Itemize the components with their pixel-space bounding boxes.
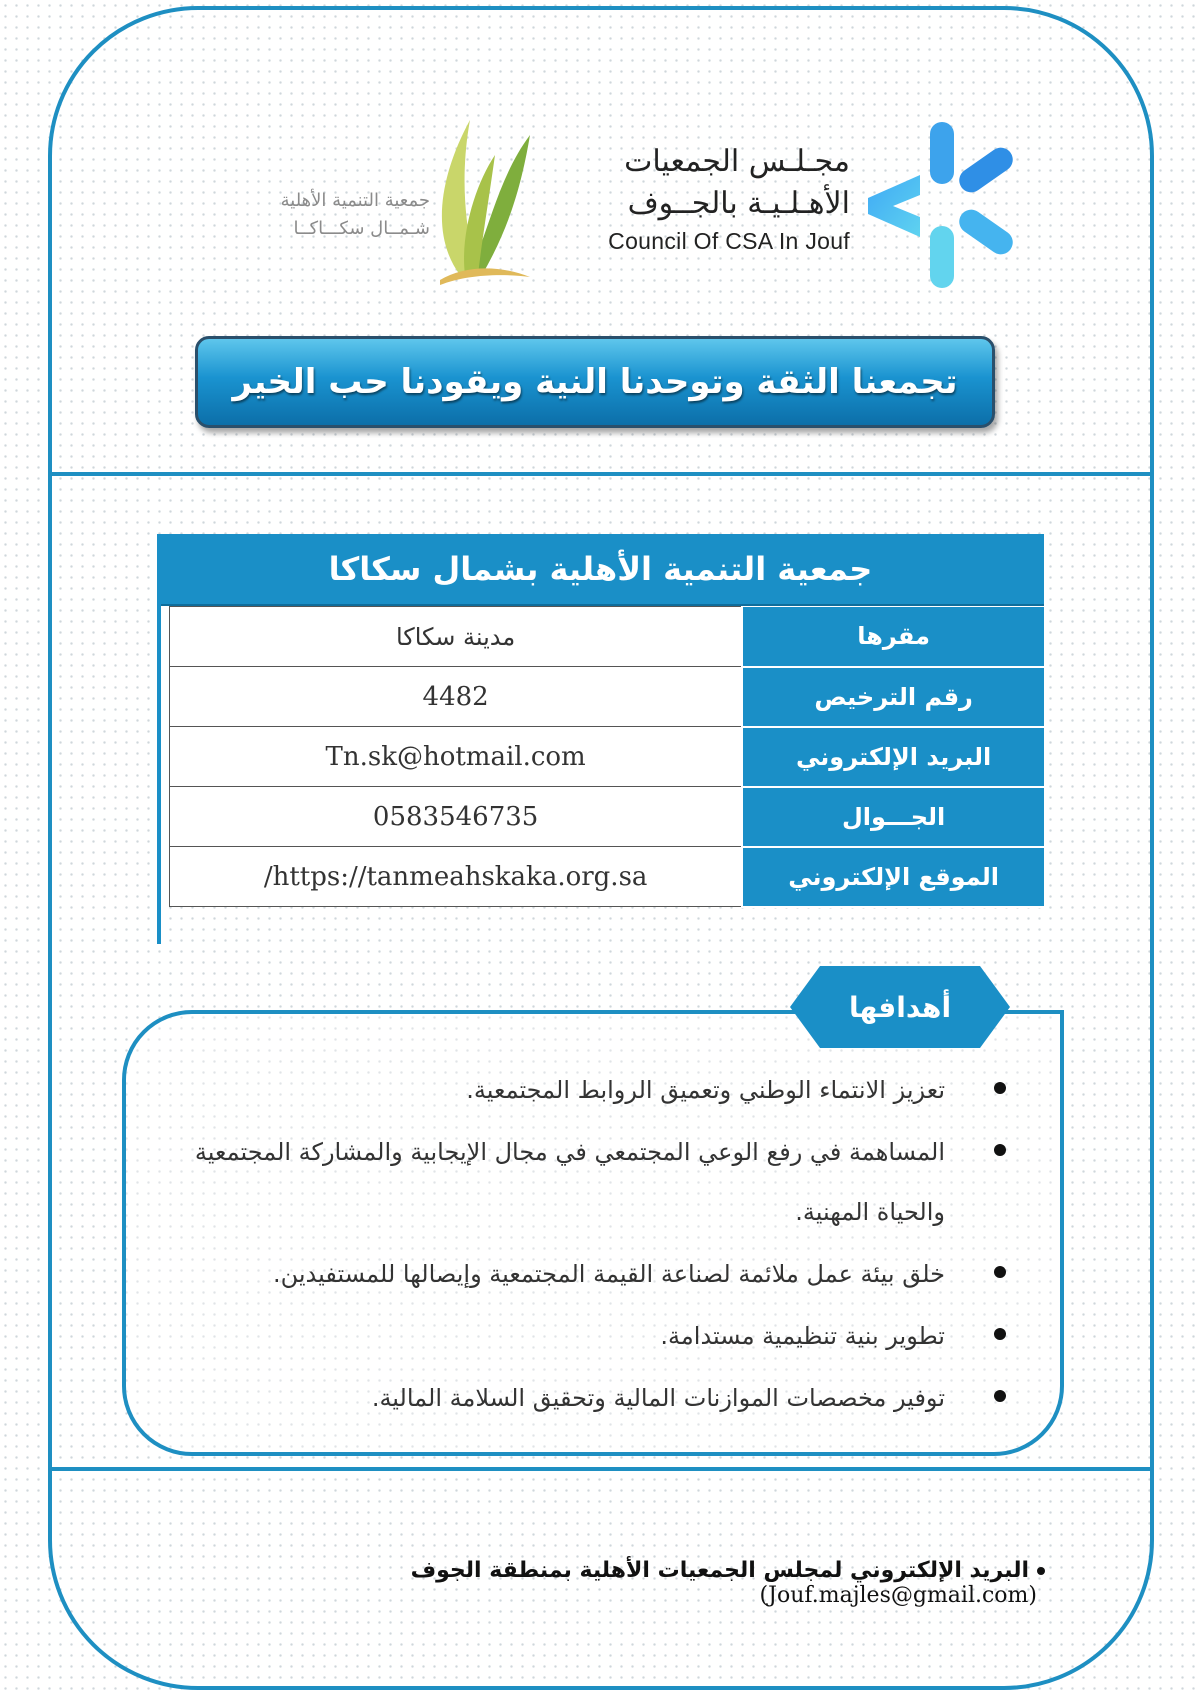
council-name-ar-line2: الأهـلـيـة بالجــوف	[627, 186, 850, 221]
society-name-line2: شـمــال سكـــاكــا	[293, 218, 430, 239]
goals-title: أهدافها	[848, 990, 952, 1024]
info-table	[169, 606, 1044, 908]
goal-text: تطوير بنية تنظيمية مستدامة.	[660, 1322, 945, 1350]
society-logo	[220, 115, 540, 285]
slogan-text: تجمعنا الثقة وتوحدنا النية ويقودنا حب الخير	[232, 362, 958, 402]
info-value-website[interactable]: /https://tanmeahskaka.org.sa	[170, 847, 743, 907]
info-value-headquarters: مدينة سكاكا	[170, 607, 743, 667]
council-logo	[588, 120, 1028, 290]
list-item	[170, 1060, 1030, 1120]
society-name-line1: جمعية التنمية الأهلية	[280, 190, 430, 211]
divider-top	[48, 472, 1154, 476]
table-row	[170, 787, 1045, 847]
info-value-email[interactable]: Tn.sk@hotmail.com	[170, 727, 743, 787]
info-value-mobile[interactable]: 0583546735	[170, 787, 743, 847]
bullet-icon	[994, 1144, 1006, 1156]
info-label-website: الموقع الإلكتروني	[742, 847, 1044, 907]
table-row	[170, 607, 1045, 667]
info-title: جمعية التنمية الأهلية بشمال سكاكا	[157, 534, 1044, 604]
council-name-ar-line1: مجـلـس الجمعيات	[624, 144, 850, 179]
table-row	[170, 847, 1045, 907]
council-logo-text	[608, 140, 850, 255]
footer-email[interactable]: (Jouf.majles@gmail.com)	[759, 1583, 1037, 1608]
divider-bottom	[48, 1467, 1154, 1471]
goal-text: خلق بيئة عمل ملائمة لصناعة القيمة المجتمعية وإيصالها للمستفيدين.	[272, 1260, 945, 1288]
society-logo-text	[230, 187, 430, 243]
info-label-headquarters: مقرها	[742, 607, 1044, 667]
goal-text: المساهمة في رفع الوعي المجتمعي في مجال الإيجابية والمشاركة المجتمعية والحياة المهنية.	[194, 1138, 945, 1226]
table-row	[170, 727, 1045, 787]
council-name-en: Council Of CSA In Jouf	[608, 228, 850, 254]
plant-leaves-icon	[420, 115, 540, 285]
info-label-license: رقم الترخيص	[742, 667, 1044, 727]
bullet-icon	[1037, 1567, 1045, 1575]
list-item	[170, 1122, 1030, 1242]
table-row	[170, 667, 1045, 727]
info-label-mobile: الجـــوال	[742, 787, 1044, 847]
list-item	[170, 1368, 1030, 1428]
bullet-icon	[994, 1328, 1006, 1340]
bullet-icon	[994, 1390, 1006, 1402]
goal-text: تعزيز الانتماء الوطني وتعميق الروابط المجتمعية.	[466, 1076, 945, 1104]
footer-label: البريد الإلكتروني لمجلس الجمعيات الأهلية بمنطقة الجوف	[410, 1558, 1029, 1583]
table-accent-stem	[157, 604, 169, 944]
footer-contact	[200, 1558, 1045, 1608]
council-asterisk-icon	[858, 120, 1028, 290]
info-value-license: 4482	[170, 667, 743, 727]
list-item	[170, 1244, 1030, 1304]
bullet-icon	[994, 1082, 1006, 1094]
goals-list	[170, 1060, 1030, 1430]
info-label-email: البريد الإلكتروني	[742, 727, 1044, 787]
slogan-banner	[195, 336, 995, 428]
list-item	[170, 1306, 1030, 1366]
goal-text: توفير مخصصات الموازنات المالية وتحقيق السلامة المالية.	[371, 1384, 945, 1412]
bullet-icon	[994, 1266, 1006, 1278]
